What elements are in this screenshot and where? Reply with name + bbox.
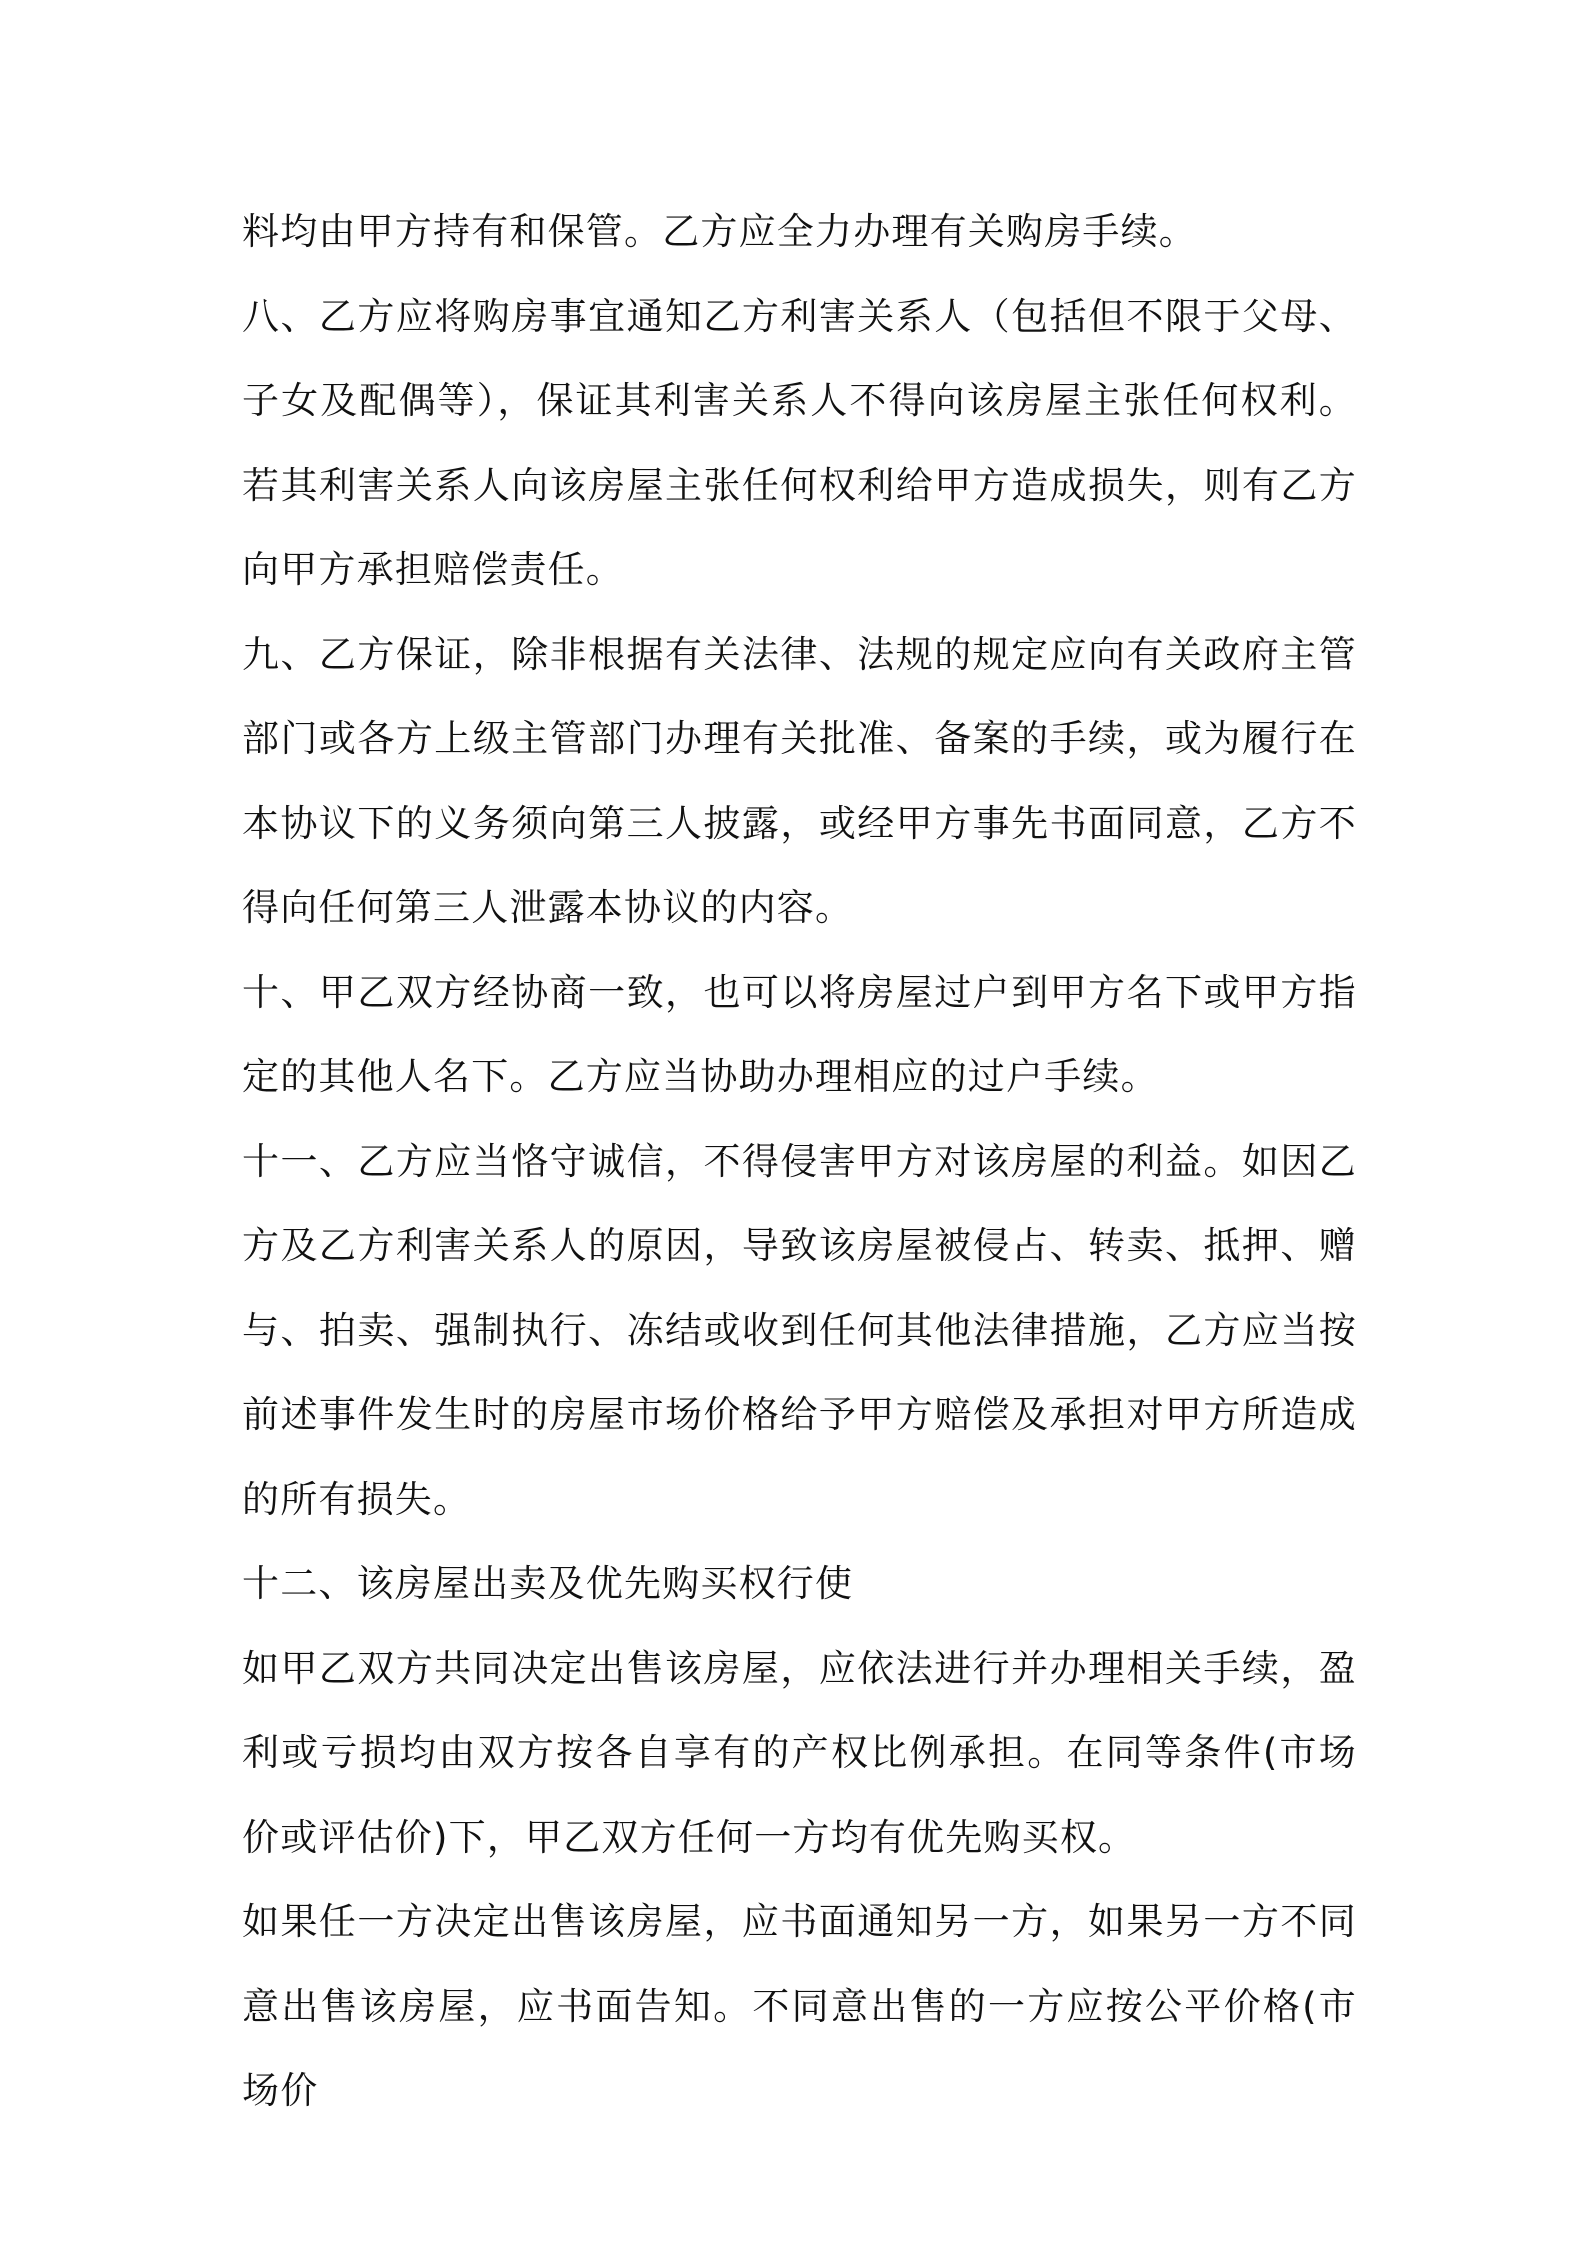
document-body [242,190,1357,2134]
paragraph-continuation: 料均由甲方持有和保管。乙方应全力办理有关购房手续。 [242,210,1197,253]
clause-12-paragraph-2: 如果任一方决定出售该房屋，应书面通知另一方，如果另一方不同意出售该房屋，应书面告知。不同意出售的一方应按公平价格(市场价 [242,1900,1357,2112]
clause-12-heading: 十二、该房屋出卖及优先购买权行使 [242,1562,854,1605]
clause-8: 八、乙方应将购房事宜通知乙方利害关系人（包括但不限于父母、子女及配偶等），保证其利害关系人不得向该房屋主张任何权利。若其利害关系人向该房屋主张任何权利给甲方造成损失，则有乙方向甲方承担赔偿责任。 [242,294,1357,591]
clause-12-paragraph-1: 如甲乙双方共同决定出售该房屋，应依法进行并办理相关手续，盈利或亏损均由双方按各自享有的产权比例承担。在同等条件(市场价或评估价)下，甲乙双方任何一方均有优先购买权。 [242,1646,1357,1859]
clause-11: 十一、乙方应当恪守诚信，不得侵害甲方对该房屋的利益。如因乙方及乙方利害关系人的原因，导致该房屋被侵占、转卖、抵押、赠与、拍卖、强制执行、冻结或收到任何其他法律措施，乙方应当按前述事件发生时的房屋市场价格给予甲方赔偿及承担对甲方所造成的所有损失。 [242,1139,1357,1521]
clause-10: 十、甲乙双方经协商一致，也可以将房屋过户到甲方名下或甲方指定的其他人名下。乙方应当协助办理相应的过户手续。 [242,970,1357,1098]
clause-9: 九、乙方保证，除非根据有关法律、法规的规定应向有关政府主管部门或各方上级主管部门办理有关批准、备案的手续，或为履行在本协议下的义务须向第三人披露，或经甲方事先书面同意，乙方不得向任何第三人泄露本协议的内容。 [242,632,1357,929]
